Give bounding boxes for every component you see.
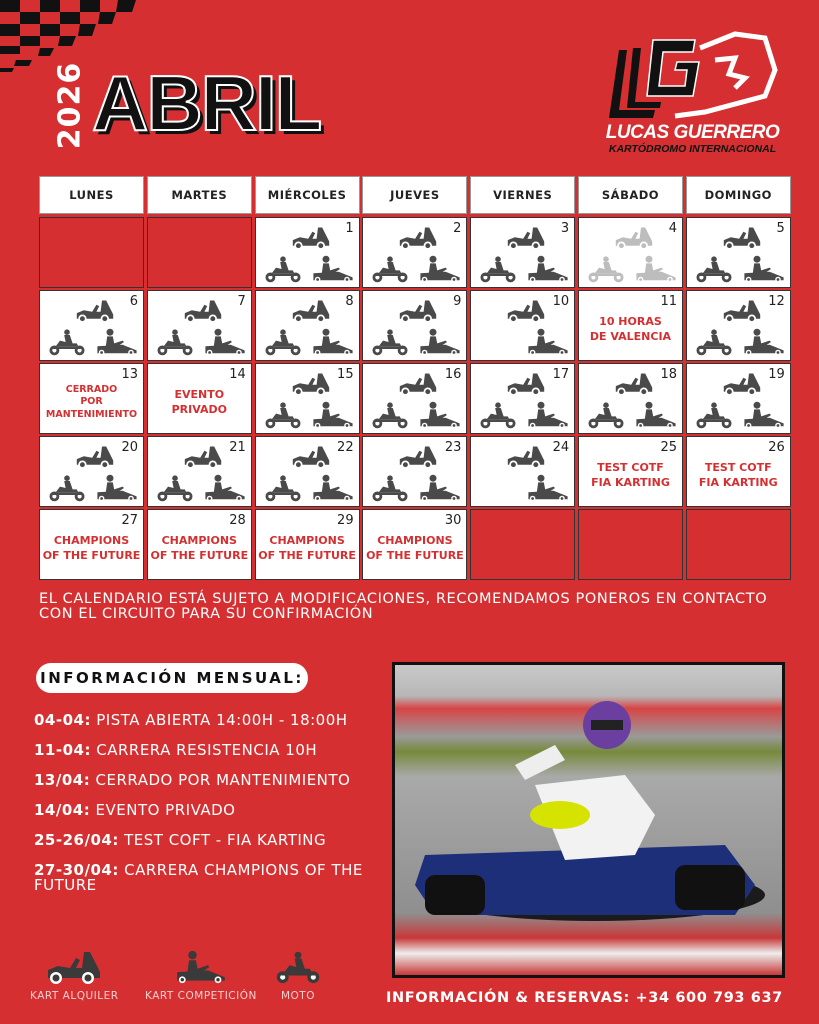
contact-info: INFORMACIÓN & RESERVAS: +34 600 793 637 <box>386 990 783 1006</box>
info-text: CARRERA RESISTENCIA 10H <box>90 741 318 759</box>
kart-alquiler-icon <box>397 299 439 323</box>
day-cell-30 <box>362 509 467 580</box>
empty-day-cell <box>147 217 252 288</box>
day-number: 17 <box>552 367 570 382</box>
day-cell-9 <box>362 290 467 361</box>
moto-icon <box>585 255 627 283</box>
kart-alquiler-icon <box>74 445 116 469</box>
brand-subtitle: KARTÓDROMO INTERNACIONAL <box>608 143 777 155</box>
info-text: TEST COFT - FIA KARTING <box>118 831 327 849</box>
kart-alquiler-icon <box>290 299 332 323</box>
kart-alquiler-icon <box>721 299 763 323</box>
moto-icon <box>262 255 304 283</box>
info-date: 04-04: <box>34 711 91 729</box>
day-cell-27 <box>39 509 144 580</box>
lg-track-logo-icon <box>605 30 790 120</box>
moto-icon <box>369 401 411 429</box>
day-cell-17 <box>470 363 575 434</box>
day-number: 24 <box>552 440 570 455</box>
day-number: 18 <box>660 367 677 382</box>
day-cell-26 <box>686 436 791 507</box>
kart-competicion-icon <box>94 474 140 502</box>
legend-label: KART COMPETICIÓN <box>145 990 257 1002</box>
day-cell-11 <box>578 290 683 361</box>
moto-icon <box>154 328 196 356</box>
kart-competicion-icon <box>310 401 356 429</box>
empty-day-cell <box>578 509 683 580</box>
day-cell-14 <box>147 363 252 434</box>
kart-alquiler-icon <box>182 299 224 323</box>
moto-icon <box>369 328 411 356</box>
weekday-header: DOMINGO <box>686 176 791 214</box>
day-cell-20 <box>39 436 144 507</box>
legend-item-moto <box>272 950 324 1002</box>
moto-icon <box>477 401 519 429</box>
event-label: TEST COTF FIA KARTING <box>591 461 670 489</box>
kart-alquiler-icon <box>290 372 332 396</box>
day-cell-19 <box>686 363 791 434</box>
event-label: TEST COTF FIA KARTING <box>698 461 778 489</box>
day-number: 25 <box>660 440 677 455</box>
kart-alquiler-icon <box>613 372 655 396</box>
moto-icon <box>262 328 304 356</box>
month-title: ABRIL <box>92 59 321 147</box>
kart-competicion-icon <box>202 328 248 356</box>
info-date: 13/04: <box>34 771 91 789</box>
info-item <box>34 833 374 848</box>
day-number: 20 <box>121 440 138 455</box>
legend-label: KART ALQUILER <box>30 990 119 1002</box>
kart-alquiler-icon <box>44 950 104 984</box>
moto-icon <box>369 255 411 283</box>
empty-day-cell <box>470 509 575 580</box>
day-number: 12 <box>768 294 785 309</box>
day-cell-24 <box>470 436 575 507</box>
day-number: 13 <box>121 367 138 382</box>
weekday-header: LUNES <box>39 176 144 214</box>
day-cell-13 <box>39 363 144 434</box>
day-cell-21 <box>147 436 252 507</box>
brand-name: LUCAS GUERRERO <box>605 122 780 143</box>
kart-alquiler-icon <box>290 445 332 469</box>
kart-competicion-icon <box>417 255 463 283</box>
day-cell-2 <box>362 217 467 288</box>
moto-icon <box>272 950 324 984</box>
day-cell-4 <box>578 217 683 288</box>
kart-competicion-icon <box>525 474 571 502</box>
day-number: 28 <box>229 513 246 528</box>
day-number: 7 <box>237 294 246 309</box>
info-text: CERRADO POR MANTENIMIENTO <box>90 771 351 789</box>
day-cell-25 <box>578 436 683 507</box>
day-cell-8 <box>255 290 360 361</box>
event-label: EVENTO PRIVADO <box>171 388 227 416</box>
info-date: 27-30/04: <box>34 861 119 879</box>
day-cell-10 <box>470 290 575 361</box>
weekday-header: JUEVES <box>362 176 467 214</box>
day-number: 21 <box>229 440 246 455</box>
day-number: 3 <box>560 221 570 236</box>
day-number: 29 <box>337 513 354 528</box>
day-number: 6 <box>129 294 138 309</box>
kart-alquiler-icon <box>397 445 439 469</box>
moto-icon <box>262 474 304 502</box>
kart-competicion-icon <box>202 474 248 502</box>
kart-competicion-icon <box>417 474 463 502</box>
info-date: 25-26/04: <box>34 831 119 849</box>
kart-alquiler-icon <box>505 372 547 396</box>
day-cell-5 <box>686 217 791 288</box>
day-number: 30 <box>444 513 462 528</box>
empty-day-cell <box>39 217 144 288</box>
moto-icon <box>693 255 735 283</box>
info-date: 14/04: <box>34 801 91 819</box>
event-label: CHAMPIONS OF THE FUTURE <box>42 534 141 562</box>
kart-competicion-icon <box>741 328 787 356</box>
year-label: 2026 <box>52 61 88 149</box>
monthly-info-list <box>34 713 374 908</box>
kart-competicion-icon <box>633 401 679 429</box>
info-date: 11-04: <box>34 741 91 759</box>
kart-alquiler-icon <box>290 226 332 250</box>
kart-competicion-icon <box>171 950 231 984</box>
kart-competicion-icon <box>741 255 787 283</box>
day-cell-18 <box>578 363 683 434</box>
moto-icon <box>154 474 196 502</box>
kart-alquiler-icon <box>505 445 547 469</box>
kart-competicion-icon <box>417 401 463 429</box>
karting-driver-photo <box>392 662 785 978</box>
kart-alquiler-icon <box>721 226 763 250</box>
day-number: 2 <box>453 221 462 236</box>
kart-alquiler-icon <box>74 299 116 323</box>
day-number: 15 <box>337 367 354 382</box>
event-label: CHAMPIONS OF THE FUTURE <box>366 534 464 562</box>
day-cell-29 <box>255 509 360 580</box>
day-cell-22 <box>255 436 360 507</box>
legend-label: MOTO <box>280 990 315 1002</box>
info-text: EVENTO PRIVADO <box>90 801 236 819</box>
moto-icon <box>477 255 519 283</box>
info-item <box>34 773 374 788</box>
kart-alquiler-icon <box>505 299 547 323</box>
kart-alquiler-icon <box>397 372 439 396</box>
info-item <box>34 803 374 818</box>
brand-logo <box>605 30 790 160</box>
kart-alquiler-icon <box>505 226 547 250</box>
legend-item-kart-alquiler <box>30 950 119 1002</box>
calendar-grid <box>39 176 787 580</box>
weekday-header: SÁBADO <box>578 176 683 214</box>
day-cell-7 <box>147 290 252 361</box>
day-number: 14 <box>229 367 246 382</box>
kart-alquiler-icon <box>613 226 655 250</box>
weekday-header: MARTES <box>147 176 252 214</box>
info-text: CARRERA CHAMPIONS OF THE FUTURE <box>34 861 363 894</box>
kart-competicion-icon <box>525 401 571 429</box>
kart-competicion-icon <box>310 328 356 356</box>
day-number: 10 <box>552 294 570 309</box>
day-number: 23 <box>444 440 462 455</box>
day-number: 27 <box>121 513 138 528</box>
day-number: 26 <box>768 440 785 455</box>
kart-competicion-icon <box>525 328 571 356</box>
day-number: 1 <box>345 221 354 236</box>
moto-icon <box>693 328 735 356</box>
day-cell-12 <box>686 290 791 361</box>
day-number: 11 <box>660 294 677 309</box>
kart-alquiler-icon <box>397 226 439 250</box>
moto-icon <box>46 474 88 502</box>
kart-competicion-icon <box>417 328 463 356</box>
info-item <box>34 863 374 893</box>
kart-competicion-icon <box>94 328 140 356</box>
day-cell-1 <box>255 217 360 288</box>
kart-competicion-icon <box>310 255 356 283</box>
moto-icon <box>262 401 304 429</box>
kart-competicion-icon <box>310 474 356 502</box>
day-number: 22 <box>337 440 354 455</box>
kart-competicion-icon <box>633 255 679 283</box>
info-item <box>34 713 374 728</box>
kart-alquiler-icon <box>182 445 224 469</box>
day-cell-3 <box>470 217 575 288</box>
event-label: CERRADO POR MANTENIMIENTO <box>45 383 138 420</box>
empty-day-cell <box>686 509 791 580</box>
info-text: PISTA ABIERTA 14:00H - 18:00H <box>90 711 348 729</box>
event-label: 10 HORAS DE VALENCIA <box>589 315 672 343</box>
moto-icon <box>369 474 411 502</box>
event-label: CHAMPIONS OF THE FUTURE <box>150 534 249 562</box>
day-cell-16 <box>362 363 467 434</box>
day-number: 5 <box>776 221 785 236</box>
day-number: 19 <box>768 367 785 382</box>
moto-icon <box>693 401 735 429</box>
day-number: 8 <box>345 294 354 309</box>
day-number: 16 <box>444 367 462 382</box>
kart-alquiler-icon <box>721 372 763 396</box>
weekday-header: MIÉRCOLES <box>255 176 360 214</box>
day-number: 9 <box>453 294 462 309</box>
monthly-info-title: INFORMACIÓN MENSUAL: <box>36 663 308 693</box>
day-number: 4 <box>668 221 677 236</box>
disclaimer-note: EL CALENDARIO ESTÁ SUJETO A MODIFICACIONES, RECOMENDAMOS PONEROS EN CONTACTO CON EL CIRCUITO PARA SU CONFIRMACIÓN <box>39 591 768 622</box>
event-label: CHAMPIONS OF THE FUTURE <box>258 534 356 562</box>
day-cell-6 <box>39 290 144 361</box>
kart-competicion-icon <box>741 401 787 429</box>
weekday-header: VIERNES <box>470 176 575 214</box>
kart-competicion-icon <box>525 255 571 283</box>
moto-icon <box>46 328 88 356</box>
moto-icon <box>585 401 627 429</box>
legend-item-kart-competicion <box>145 950 257 1002</box>
day-cell-15 <box>255 363 360 434</box>
info-item <box>34 743 374 758</box>
day-cell-28 <box>147 509 252 580</box>
day-cell-23 <box>362 436 467 507</box>
